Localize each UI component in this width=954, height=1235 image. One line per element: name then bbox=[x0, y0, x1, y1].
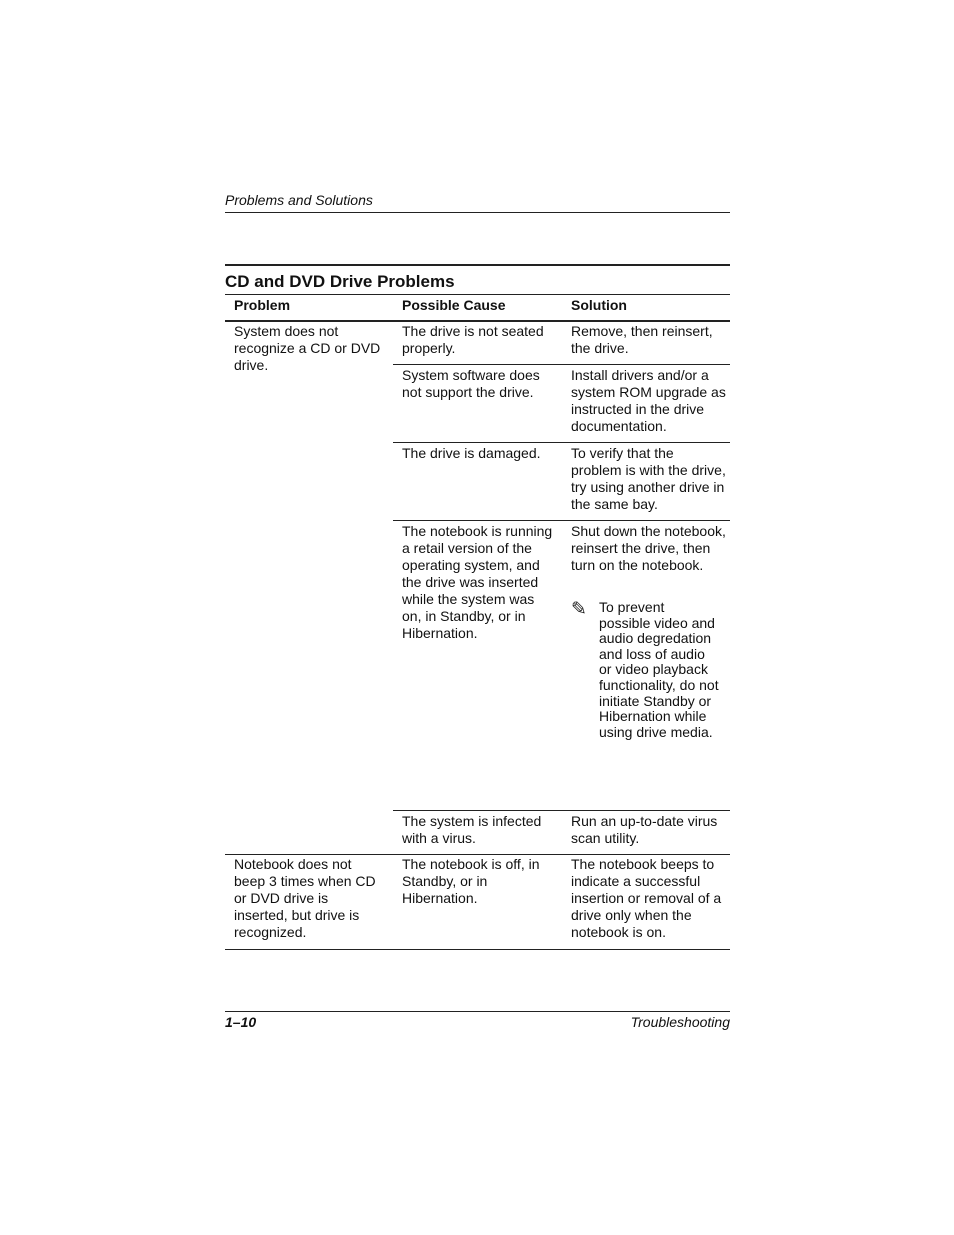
row-divider bbox=[393, 442, 730, 443]
row-divider bbox=[393, 810, 730, 811]
cause-cell: System software does not support the drive. bbox=[402, 367, 540, 400]
note-text: To prevent possible video and audio degredation and loss of audio or video playback functionality, do not initiate Standby or Hibernation while using drive media. bbox=[599, 599, 719, 740]
solution-cell: Install drivers and/or a system ROM upgrade as instructed in the drive documentation. bbox=[571, 367, 726, 434]
cause-cell: The notebook is running a retail version of the operating system, and the drive was inserted while the system was on, in Standby, or in Hibernation. bbox=[402, 523, 553, 641]
row-divider bbox=[225, 854, 730, 855]
header-rule bbox=[225, 212, 730, 213]
problem-cell: System does not recognize a CD or DVD drive. bbox=[234, 323, 381, 373]
table-header-bottom-rule bbox=[225, 320, 730, 322]
column-header-solution: Solution bbox=[571, 297, 627, 313]
solution-cell: Remove, then reinsert, the drive. bbox=[571, 323, 713, 356]
cause-cell: The notebook is off, in Standby, or in Hibernation. bbox=[402, 856, 540, 906]
column-header-cause: Possible Cause bbox=[402, 297, 506, 313]
running-header: Problems and Solutions bbox=[225, 192, 373, 208]
solution-cell: Shut down the notebook, reinsert the drive, then turn on the notebook. bbox=[571, 523, 726, 573]
chapter-name: Troubleshooting bbox=[630, 1014, 730, 1030]
cause-cell: The system is infected with a virus. bbox=[402, 813, 542, 846]
row-divider bbox=[393, 520, 730, 521]
solution-cell: Run an up-to-date virus scan utility. bbox=[571, 813, 718, 846]
table-bottom-rule bbox=[225, 949, 730, 950]
solution-cell: The notebook beeps to indicate a successful insertion or removal of a drive only when the notebook is on. bbox=[571, 856, 722, 940]
pencil-note-icon: ✎ bbox=[571, 599, 587, 620]
page-number: 1–10 bbox=[225, 1014, 257, 1030]
row-divider bbox=[393, 364, 730, 365]
footer-rule bbox=[225, 1011, 730, 1012]
cause-cell: The drive is not seated properly. bbox=[402, 323, 544, 356]
solution-cell: To verify that the problem is with the drive, try using another drive in the same bay. bbox=[571, 445, 726, 512]
column-header-problem: Problem bbox=[234, 297, 291, 313]
problem-cell: Notebook does not beep 3 times when CD or DVD drive is inserted, but drive is recognized. bbox=[234, 856, 376, 940]
section-top-rule bbox=[225, 264, 730, 266]
section-title: CD and DVD Drive Problems bbox=[225, 272, 455, 291]
cause-cell: The drive is damaged. bbox=[402, 445, 541, 461]
table-header-top-rule bbox=[225, 294, 730, 295]
